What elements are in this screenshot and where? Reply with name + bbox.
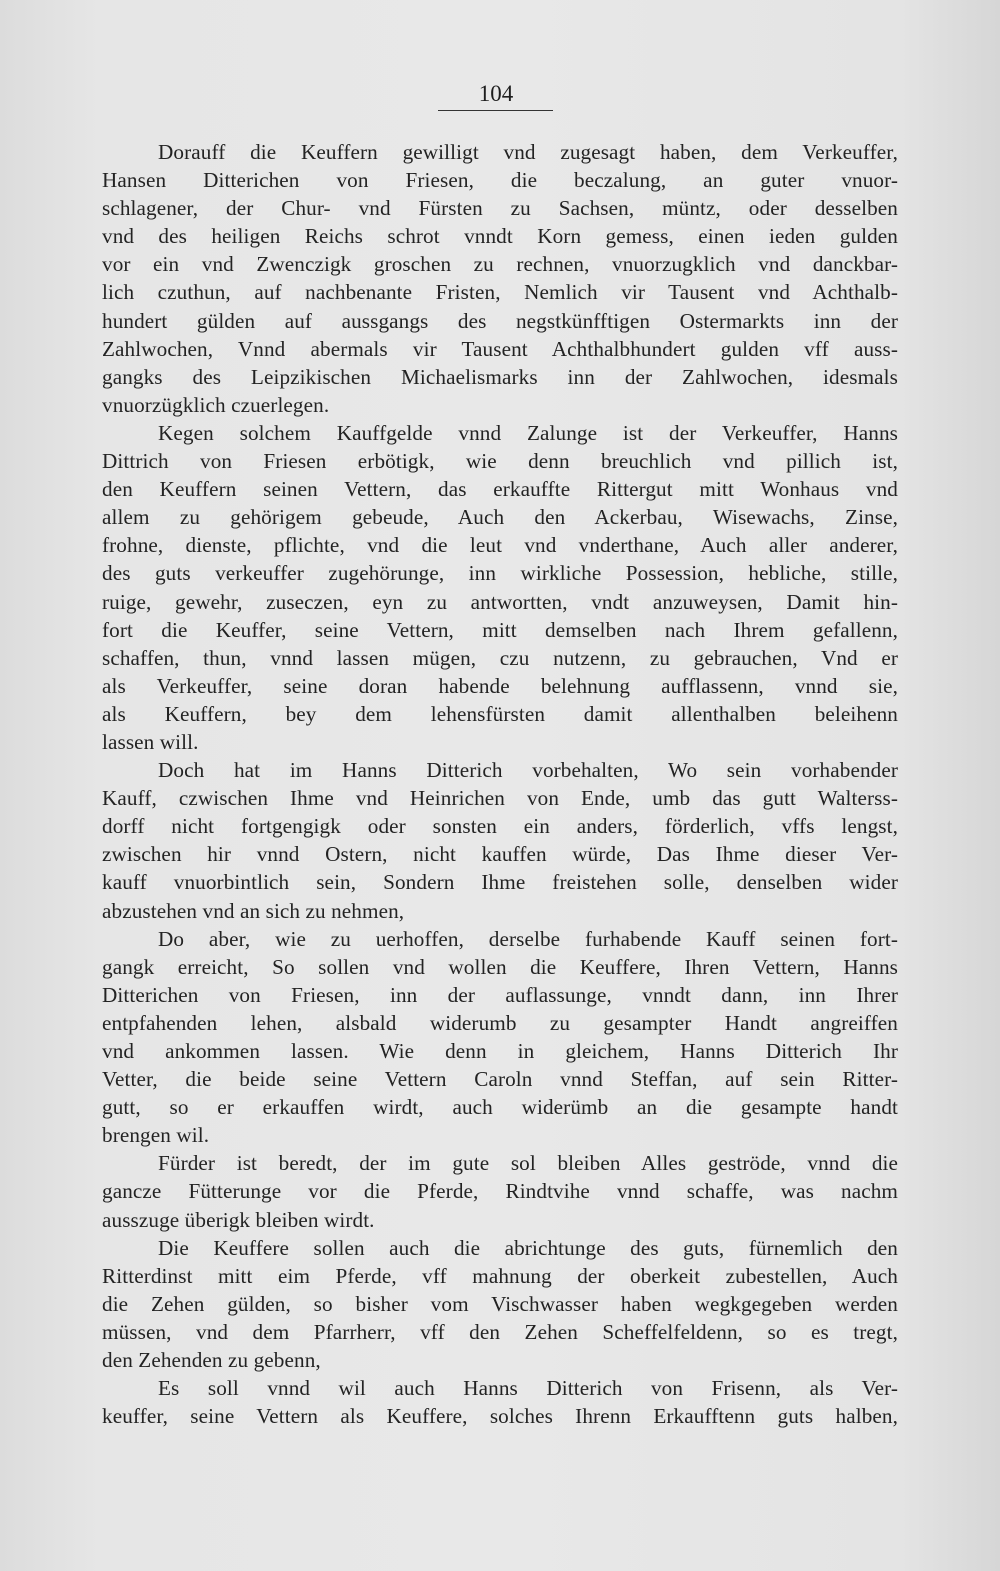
text-line: Es soll vnnd wil auch Hanns Ditterich von Frisenn, als Ver- <box>158 1376 898 1401</box>
text-line: ausszuge überigk bleiben wirdt. <box>102 1207 375 1232</box>
text-line: hundert gülden auf aussgangs des negstkünfftigen Ostermarkts inn der <box>102 308 898 333</box>
text-line: den Zehenden zu gebenn, <box>102 1348 321 1373</box>
text-line: Fürder ist beredt, der im gute sol bleiben Alles geströde, vnnd die <box>158 1151 898 1176</box>
paragraph <box>102 925 898 1150</box>
text-line: Ritterdinst mitt eim Pferde, vff mahnung der oberkeit zubestellen, Auch <box>102 1263 898 1288</box>
text-line: Zahlwochen, Vnnd abermals vir Tausent Achthalbhundert gulden vff auss- <box>102 336 898 361</box>
paragraph <box>102 1149 898 1233</box>
text-line: lassen will. <box>102 729 199 754</box>
text-line: Dittrich von Friesen erbötigk, wie denn breuchlich vnd pillich ist, <box>102 449 898 474</box>
text-line: Hansen Ditterichen von Friesen, die beczalung, an guter vnuor- <box>102 168 898 193</box>
text-line: schlagener, der Chur- vnd Fürsten zu Sachsen, müntz, oder desselben <box>102 196 898 221</box>
body-text <box>102 138 898 1430</box>
text-line: vnd ankommen lassen. Wie denn in gleichem, Hanns Ditterich Ihr <box>102 1039 898 1063</box>
paragraph <box>102 138 898 419</box>
paragraph <box>102 756 898 925</box>
text-line: Die Keuffere sollen auch die abrichtunge des guts, fürnemlich den <box>158 1235 898 1260</box>
text-line: kauff vnuorbintlich sein, Sondern Ihme freistehen solle, denselben wider <box>102 870 898 895</box>
text-line: des guts verkeuffer zugehörunge, inn wirkliche Possession, hebliche, stille, <box>102 561 898 586</box>
text-line: vor ein vnd Zwenczigk groschen zu rechnen, vnuorzugklich vnd danckbar- <box>102 252 898 277</box>
text-line: entpfahenden lehen, alsbald widerumb zu gesampter Handt angreiffen <box>102 1010 898 1035</box>
text-line: schaffen, thun, vnnd lassen mügen, czu nutzenn, zu gebrauchen, Vnd er <box>102 645 898 670</box>
text-line: Kauff, czwischen Ihme vnd Heinrichen von Ende, umb das gutt Walterss- <box>102 786 898 811</box>
text-line: als Keuffern, bey dem lehensfürsten damit allenthalben beleihenn <box>102 701 898 726</box>
text-line: abzustehen vnd an sich zu nehmen, <box>102 898 405 923</box>
text-line: gutt, so er erkauffen wirdt, auch widerümb an die gesampte handt <box>102 1095 898 1120</box>
text-line: frohne, dienste, pflichte, vnd die leut vnd vnderthane, Auch aller anderer, <box>102 533 898 558</box>
paragraph <box>102 1234 898 1374</box>
text-line: müssen, vnd dem Pfarrherr, vff den Zehen Scheffelfeldenn, so es tregt, <box>102 1319 898 1344</box>
text-line: gangks des Leipzikischen Michaelismarks inn der Zahlwochen, idesmals <box>102 364 898 389</box>
text-line: den Keuffern seinen Vettern, das erkauffte Rittergut mitt Wonhaus vnd <box>102 477 898 502</box>
text-line: dorff nicht fortgengigk oder sonsten ein anders, förderlich, vffs lengst, <box>102 814 898 839</box>
text-line: allem zu gehörigem gebeude, Auch den Ackerbau, Wisewachs, Zinse, <box>102 505 898 530</box>
text-line: als Verkeuffer, seine doran habende belehnung aufflassenn, vnnd sie, <box>102 673 898 698</box>
text-line: Ditterichen von Friesen, inn der auflassunge, vnndt dann, inn Ihrer <box>102 982 898 1007</box>
text-line: Do aber, wie zu uerhoffen, derselbe furhabende Kauff seinen fort- <box>158 926 898 951</box>
text-line: vnuorzügklich czuerlegen. <box>102 392 330 417</box>
text-line: Dorauff die Keuffern gewilligt vnd zugesagt haben, dem Verkeuffer, <box>158 140 898 164</box>
text-line: ruige, gewehr, zuseczen, eyn zu antwortten, vndt anzuweysen, Damit hin- <box>102 589 898 614</box>
text-line: brengen wil. <box>102 1123 210 1148</box>
text-line: vnd des heiligen Reichs schrot vnndt Korn gemess, einen ieden gulden <box>102 224 898 249</box>
page-number: 104 <box>478 81 514 106</box>
text-line: lich czuthun, auf nachbenante Fristen, Nemlich vir Tausent vnd Achthalb- <box>102 280 898 305</box>
text-line: Doch hat im Hanns Ditterich vorbehalten, Wo sein vorhabender <box>158 758 898 783</box>
page-number-rule <box>438 110 553 111</box>
text-line: die Zehen gülden, so bisher vom Vischwasser haben wegkgegeben werden <box>102 1291 898 1316</box>
text-line: keuffer, seine Vettern als Keuffere, solches Ihrenn Erkaufftenn guts halben, <box>102 1404 898 1429</box>
text-line: zwischen hir vnnd Ostern, nicht kauffen würde, Das Ihme dieser Ver- <box>102 842 898 867</box>
text-line: gancze Fütterunge vor die Pferde, Rindtvihe vnnd schaffe, was nachm <box>102 1179 898 1204</box>
text-line: gangk erreicht, So sollen vnd wollen die Keuffere, Ihren Vettern, Hanns <box>102 954 898 979</box>
text-line: Kegen solchem Kauffgelde vnnd Zalunge ist der Verkeuffer, Hanns <box>158 420 898 445</box>
text-line: fort die Keuffer, seine Vettern, mitt demselben nach Ihrem gefallenn, <box>102 617 898 642</box>
paragraph <box>102 1374 898 1430</box>
text-line: Vetter, die beide seine Vettern Caroln vnnd Steffan, auf sein Ritter- <box>102 1067 898 1092</box>
paragraph <box>102 419 898 756</box>
